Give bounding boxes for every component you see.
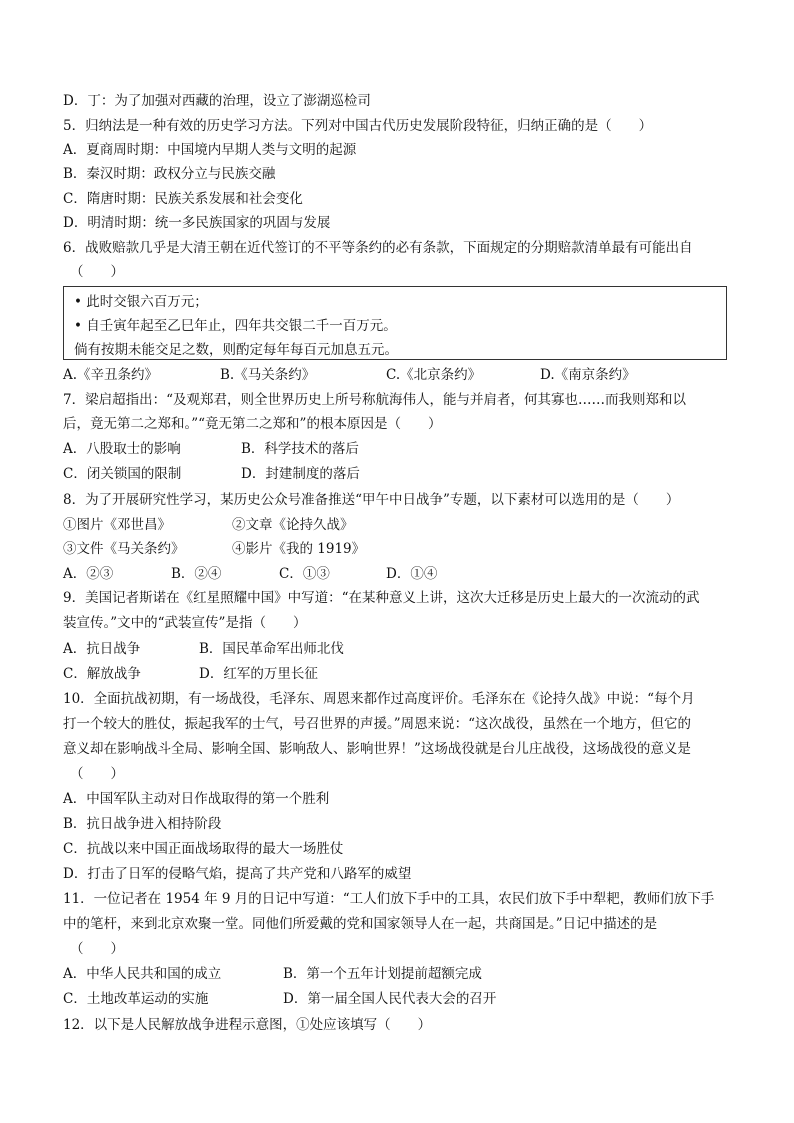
q11-option-d: D．第一届全国人民代表大会的召开 — [283, 991, 497, 1007]
q10-option-a: A．中国军队主动对日作战取得的第一个胜利 — [63, 791, 330, 807]
q5-option-d: D．明清时期：统一多民族国家的巩固与发展 — [63, 215, 331, 231]
q6-box-line1: • 此时交银六百万元； — [74, 294, 208, 310]
q5-option-b: B．秦汉时期：政权分立与民族交融 — [63, 166, 276, 182]
q5-option-a: A．夏商周时期：中国境内早期人类与文明的起源 — [63, 142, 357, 158]
q6-material-box — [63, 286, 727, 360]
q8-material-4: ④影片《我的 1919》 — [232, 541, 366, 557]
q7-stem-line1: 7．梁启超指出：“及观郑君，则全世界历史上所号称航海伟人，能与并肩者，何其寡也……而我则郑和以 — [63, 392, 686, 408]
q8-option-c: C．①③ — [279, 566, 330, 582]
q8-stem: 8．为了开展研究性学习，某历史公众号准备推送“甲午中日战争”专题，以下素材可以选用的是（ ） — [63, 492, 680, 508]
q6-stem-line2: （ ） — [70, 264, 124, 280]
q10-stem-line2: 打一个较大的胜仗，振起我军的士气，号召世界的声援。”周恩来说：“这次战役，虽然在一个地方，但它的 — [63, 716, 692, 732]
q12-stem: 12．以下是人民解放战争进程示意图，①处应该填写（ ） — [63, 1017, 432, 1033]
q7-option-b: B．科学技术的落后 — [241, 441, 359, 457]
q8-material-1: ①图片《邓世昌》 — [63, 517, 171, 533]
q5-stem: 5．归纳法是一种有效的历史学习方法。下列对中国古代历史发展阶段特征，归纳正确的是（ ） — [63, 118, 653, 134]
q8-material-3: ③文件《马关条约》 — [63, 541, 185, 557]
q8-option-d: D．①④ — [386, 566, 438, 582]
q10-option-b: B．抗日战争进入相持阶段 — [63, 816, 222, 832]
q9-option-d: D．红军的万里长征 — [199, 666, 318, 682]
q6-option-d: D.《南京条约》 — [540, 367, 636, 383]
q9-option-c: C．解放战争 — [63, 666, 141, 682]
q7-option-d: D．封建制度的落后 — [241, 466, 360, 482]
q11-stem-line3: （ ） — [70, 941, 124, 957]
q11-stem-line1: 11．一位记者在 1954 年 9 月的日记中写道：“工人们放下手中的工具，农民们放下手中犁耙，教师们放下手 — [63, 891, 715, 907]
q6-option-a: A.《辛丑条约》 — [63, 367, 159, 383]
q7-option-c: C．闭关锁国的限制 — [63, 466, 182, 482]
q11-option-a: A．中华人民共和国的成立 — [63, 966, 222, 982]
q9-stem-line1: 9．美国记者斯诺在《红星照耀中国》中写道：“在某种意义上讲，这次大迁移是历史上最大的一次流动的武 — [63, 590, 700, 606]
q6-option-c: C.《北京条约》 — [386, 367, 482, 383]
q7-stem-line2: 后，竟无第二之郑和。”“竟无第二之郑和”的根本原因是（ ） — [63, 416, 442, 432]
option-d-ding: D．丁：为了加强对西藏的治理，设立了澎湖巡检司 — [63, 93, 371, 109]
q6-option-b: B.《马关条约》 — [220, 367, 316, 383]
q11-option-b: B．第一个五年计划提前超额完成 — [283, 966, 482, 982]
q6-box-line3: 倘有按期未能交足之数，则酌定每年每百元加息五元。 — [74, 342, 398, 358]
q10-stem-line4: （ ） — [70, 766, 124, 782]
q6-stem-line1: 6．战败赔款几乎是大清王朝在近代签订的不平等条约的必有条款，下面规定的分期赔款清单最有可能出自 — [63, 240, 693, 256]
q8-material-2: ②文章《论持久战》 — [232, 517, 354, 533]
q5-option-c: C．隋唐时期：民族关系发展和社会变化 — [63, 191, 303, 207]
q7-option-a: A．八股取士的影响 — [63, 441, 181, 457]
q9-option-b: B．国民革命军出师北伐 — [199, 641, 344, 657]
q10-option-c: C．抗战以来中国正面战场取得的最大一场胜仗 — [63, 841, 344, 857]
q8-option-a: A．②③ — [63, 566, 114, 582]
q10-stem-line1: 10．全面抗战初期，有一场战役，毛泽东、周恩来都作过高度评价。毛泽东在《论持久战》中说：“每个月 — [63, 691, 695, 707]
q11-option-c: C．土地改革运动的实施 — [63, 991, 209, 1007]
q6-box-line2: • 自壬寅年起至乙巳年止，四年共交银二千一百万元。 — [74, 318, 397, 334]
q11-stem-line2: 中的笔杆，来到北京欢聚一堂。同他们所爱戴的党和国家领导人在一起，共商国是。”日记中描述的是 — [63, 916, 658, 932]
q10-option-d: D．打击了日军的侵略气焰，提高了共产党和八路军的威望 — [63, 866, 412, 882]
q9-stem-line2: 装宣传。”文中的“武装宣传”是指（ ） — [63, 615, 307, 631]
q9-option-a: A．抗日战争 — [63, 641, 141, 657]
q10-stem-line3: 意义却在影响战斗全局、影响全国、影响敌人、影响世界！”这场战役就是台儿庄战役，这场战役的意义是 — [63, 741, 691, 757]
q8-option-b: B．②④ — [171, 566, 222, 582]
